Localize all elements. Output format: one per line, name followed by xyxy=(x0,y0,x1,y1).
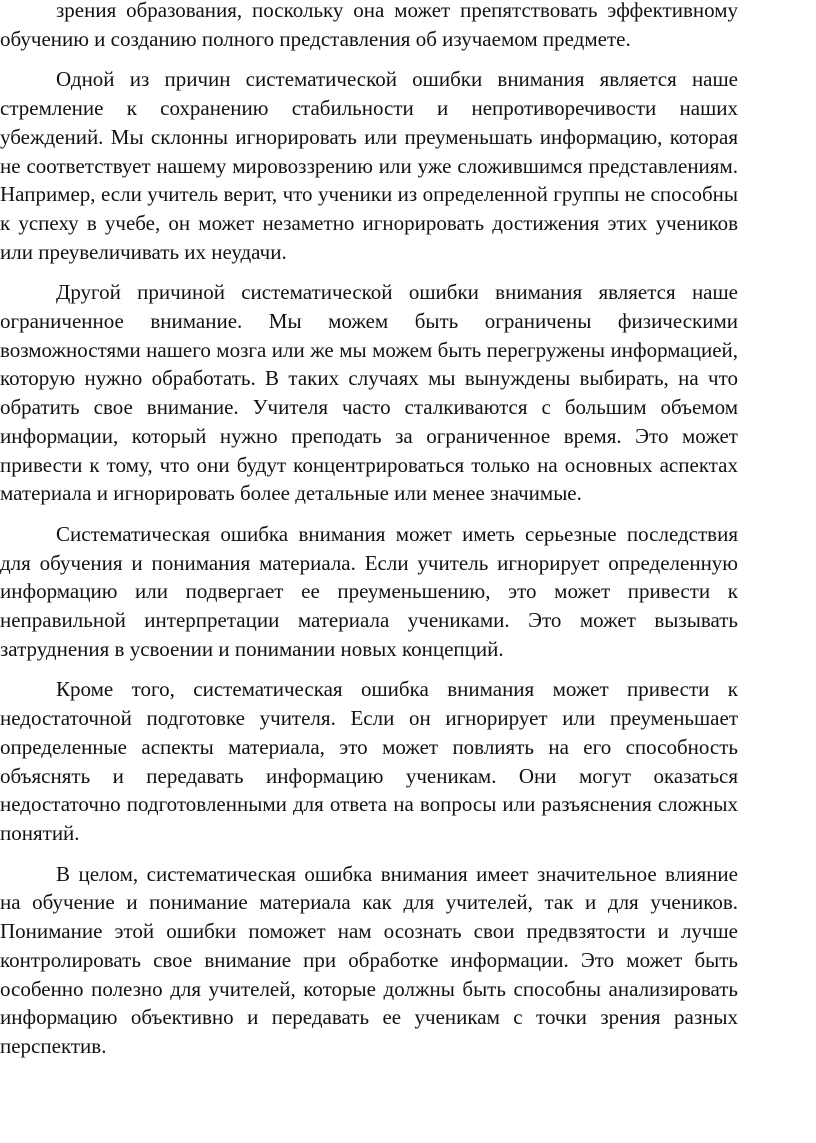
paragraph: В целом, систематическая ошибка внимания имеет значительное влияние на обучение и понимание материала как для учителей, так и для учеников. Понимание этой ошибки поможет нам осознать свои предвзятости и лучше контролировать свое внимание при обработке информации. Это может быть особенно полезно для учителей, которые должны быть способны анализировать информацию объективно и передавать ее ученикам с точки зрения разных перспектив. xyxy=(0,861,738,1058)
paragraph: Другой причиной систематической ошибки внимания является наше ограниченное внимание. Мы можем быть ограничены физическими возможностями нашего мозга или же мы можем быть перегружены информацией, которую нужно обработать. В таких случаях мы вынуждены выбирать, на что обратить свое внимание. Учителя часто сталкиваются с большим объемом информации, который нужно преподать за ограниченное время. Это может привести к тому, что они будут концентрироваться только на основных аспектах материала и игнорировать более детальные или менее значимые. xyxy=(0,280,738,506)
paragraph-continued: зрения образования, поскольку она может препятствовать эффективному обучению и созданию полного представления об изучаемом предмете. xyxy=(0,0,738,51)
paragraph: Одной из причин систематической ошибки внимания является наше стремление к сохранению стабильности и непротиворечивости наших убеждений. Мы склонны игнорировать или преуменьшать информацию, которая не соответствует нашему мировоззрению или уже сложившимся представлениям. Например, если учитель верит, что ученики из определенной группы не способны к успеху в учебе, он может незаметно игнорировать достижения этих учеников или преувеличивать их неудачи. xyxy=(0,67,738,264)
paragraph: Систематическая ошибка внимания может иметь серьезные последствия для обучения и понимания материала. Если учитель игнорирует определенную информацию или подвергает ее преуменьшению, это может привести к неправильной интерпретации материала учениками. Это может вызывать затруднения в усвоении и понимании новых концепций. xyxy=(0,521,738,661)
paragraph: Кроме того, систематическая ошибка внимания может привести к недостаточной подготовке учителя. Если он игнорирует или преуменьшает определенные аспекты материала, это может повлиять на его способность объяснять и передавать информацию ученикам. Они могут оказаться недостаточно подготовленными для ответа на вопросы или разъяснения сложных понятий. xyxy=(0,677,738,845)
